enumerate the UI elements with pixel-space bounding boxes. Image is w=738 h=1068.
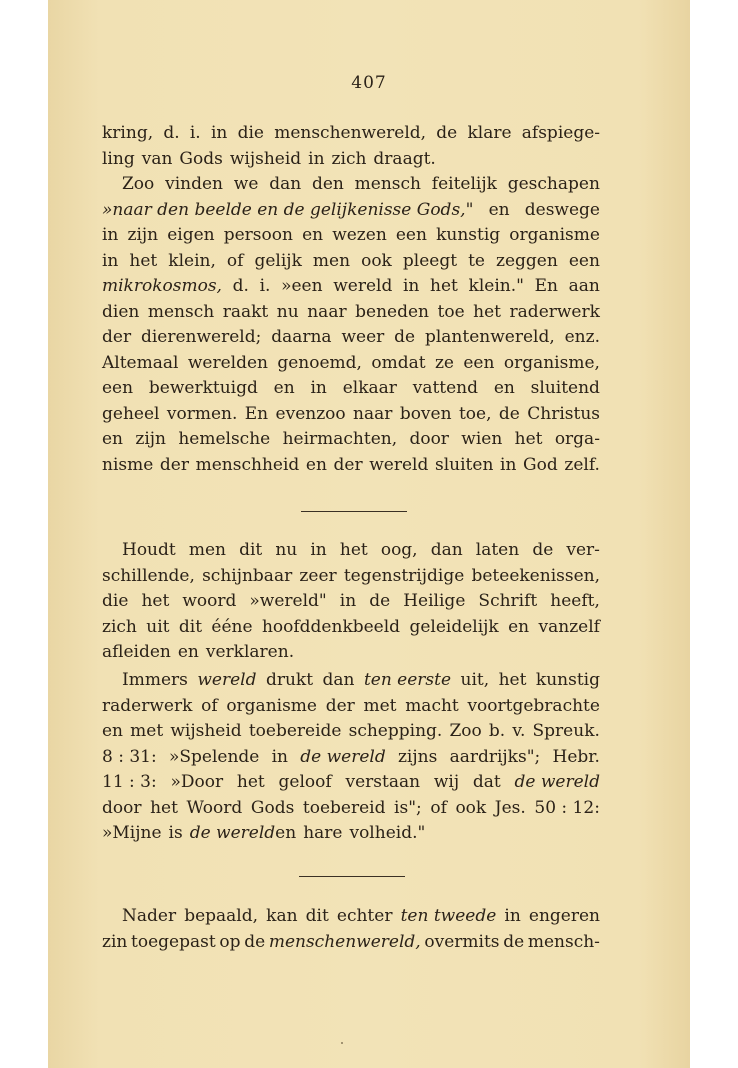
word: toebereide <box>248 721 342 741</box>
word: men <box>188 540 226 560</box>
text-line <box>102 640 600 666</box>
text-line <box>102 615 600 641</box>
word: het <box>430 276 458 296</box>
word: Gods <box>179 148 223 169</box>
word: raakt <box>222 301 269 322</box>
word: wij <box>433 772 460 792</box>
word: vattend <box>412 378 479 398</box>
page-number: 407 <box>351 73 387 93</box>
word: heeft, <box>550 591 600 611</box>
word: men <box>312 250 351 271</box>
word: raderwerk <box>509 301 600 322</box>
word: raderwerk <box>102 695 193 716</box>
word: zich <box>102 616 137 637</box>
word: is"; <box>394 797 422 818</box>
text-line <box>102 719 600 745</box>
word: ééne <box>211 616 253 637</box>
word: en <box>275 823 297 843</box>
text-line <box>102 589 600 615</box>
word: schillende, <box>102 565 195 586</box>
word: Houdt <box>122 540 176 560</box>
word: En <box>244 403 269 424</box>
text-line <box>102 796 600 822</box>
word: pleegt <box>402 250 458 271</box>
word: naar <box>307 301 347 322</box>
word: ook <box>361 250 392 271</box>
word: menschheid <box>195 454 300 475</box>
word: het <box>498 670 527 690</box>
word: beneden <box>355 301 429 322</box>
word: Jes. <box>494 797 526 818</box>
paragraph-4 <box>102 668 600 847</box>
word: dit <box>239 540 263 560</box>
word: klein." <box>468 276 524 296</box>
word: wijsheid <box>170 721 242 741</box>
word: uit <box>146 616 170 637</box>
text-line <box>102 121 600 147</box>
word: de <box>498 403 520 424</box>
word: deswege <box>524 199 600 220</box>
word: i. <box>259 276 271 296</box>
word: en <box>302 225 324 245</box>
word: 8 : 31: <box>102 746 157 767</box>
word: een <box>395 225 427 245</box>
word: wezen <box>332 225 387 245</box>
word: Zoo <box>122 174 155 194</box>
word: i. <box>189 123 201 143</box>
word: op <box>219 931 241 952</box>
word: schepping. <box>348 721 443 741</box>
word: volheid." <box>349 823 426 843</box>
word: aardrijks"; <box>449 746 541 767</box>
word: klein, <box>168 250 216 271</box>
word: van <box>141 148 173 169</box>
word: sluitend <box>530 378 600 398</box>
word: dit <box>178 616 203 637</box>
word: b. <box>488 721 506 741</box>
word: Woord <box>186 797 243 818</box>
word: of <box>201 695 218 716</box>
word: kan <box>266 906 298 926</box>
word: Schrift <box>478 591 538 611</box>
word: eigen <box>167 225 215 245</box>
word: geheel <box>102 403 160 424</box>
word: in <box>504 906 521 926</box>
word: plantenwereld, <box>424 327 555 347</box>
paragraph-3 <box>102 538 600 666</box>
word: geschapen <box>507 174 600 194</box>
word: Heilige <box>403 591 466 611</box>
word: werelden <box>187 352 268 373</box>
word: en <box>102 429 124 449</box>
word: hoofddenkbeeld <box>261 616 401 637</box>
word: en <box>177 642 199 662</box>
word: ook <box>455 797 487 818</box>
word: die <box>237 123 264 143</box>
paper-speck <box>341 1042 343 1044</box>
word: toebereid <box>302 797 386 818</box>
word: dierenwereld; <box>140 327 262 347</box>
word: zijn <box>127 225 159 245</box>
text-line <box>102 223 600 249</box>
word: hemelsche <box>178 429 271 449</box>
word: in <box>271 746 288 767</box>
italic-phrase: de wereld <box>300 746 386 767</box>
text-line <box>102 904 600 930</box>
word: woord <box>182 591 237 611</box>
word: heirmachten, <box>282 429 398 449</box>
word: »Spelende <box>168 746 260 767</box>
word: mensch- <box>527 931 600 952</box>
word: nu <box>275 540 298 560</box>
word: vinden <box>165 174 223 194</box>
italic-word: mikrokosmos, <box>102 276 222 296</box>
word: geloof <box>278 772 332 792</box>
word: zeggen <box>496 250 558 271</box>
word: het <box>150 797 178 818</box>
text-line <box>102 538 600 564</box>
word: het <box>141 591 170 611</box>
word: het <box>473 301 502 322</box>
word: dit <box>305 906 329 926</box>
word: in <box>308 148 325 169</box>
word: »Door <box>170 772 224 792</box>
word: sluiten <box>435 454 494 475</box>
word: zijns <box>397 746 438 767</box>
text-line <box>102 274 600 300</box>
word: v. <box>512 721 526 741</box>
italic-phrase: ten tweede <box>400 906 497 926</box>
word: »Mijne <box>102 823 162 843</box>
word: God <box>523 454 558 475</box>
text-line <box>102 249 600 275</box>
word: dan <box>322 670 355 690</box>
word: dien <box>102 301 140 322</box>
text-line <box>102 172 600 198</box>
text-line <box>102 821 600 847</box>
word: dan <box>430 540 463 560</box>
word: door <box>409 429 449 449</box>
word: menschenwereld, <box>274 123 427 143</box>
word: de <box>436 123 458 143</box>
word: macht <box>405 695 459 716</box>
text-line <box>102 770 600 796</box>
word: geleidelijk <box>409 616 499 637</box>
word: de <box>532 540 554 560</box>
word: evenzoo <box>275 403 346 424</box>
text-line <box>102 198 600 224</box>
word: toe, <box>458 403 492 424</box>
word: de <box>369 591 391 611</box>
word: hare <box>303 823 343 843</box>
paragraph-1 <box>102 121 600 172</box>
word: bewerktuigd <box>148 378 258 398</box>
word: in <box>403 276 420 296</box>
word: zich <box>331 148 367 169</box>
word: der <box>333 454 363 475</box>
italic-phrase: »naar den beelde en de gelijkenisse Gods," <box>102 199 474 220</box>
italic-phrase: de wereld <box>189 823 276 843</box>
word: toe <box>437 301 465 322</box>
text-line <box>102 564 600 590</box>
word: in <box>310 378 327 398</box>
word: gelijk <box>254 250 302 271</box>
text-line <box>102 453 600 479</box>
word: en <box>102 721 124 741</box>
word: de <box>394 327 416 347</box>
word: d. <box>163 123 180 143</box>
word: wereld <box>333 276 393 296</box>
italic-phrase: ten eerste <box>363 670 452 690</box>
paragraph-5 <box>102 904 600 955</box>
section-divider <box>301 511 407 512</box>
word: in <box>102 225 119 245</box>
text-line <box>102 668 600 694</box>
word: draagt. <box>373 148 436 169</box>
word: organisme, <box>503 352 600 373</box>
word: »een <box>281 276 323 296</box>
word: 50 : 12: <box>534 797 600 818</box>
word: feitelijk <box>431 174 497 194</box>
word: of <box>226 250 244 271</box>
word: ze <box>434 352 454 373</box>
word: daarna <box>271 327 332 347</box>
word: echter <box>336 906 393 926</box>
word: te <box>468 250 485 271</box>
word: wien <box>461 429 503 449</box>
word: overmits <box>424 931 500 952</box>
word: die <box>102 591 129 611</box>
word: we <box>233 174 259 194</box>
word: kunstig <box>436 225 501 245</box>
text-line <box>102 300 600 326</box>
word: boven <box>399 403 452 424</box>
word: in <box>310 540 327 560</box>
word: vanzelf <box>538 616 600 637</box>
text-line <box>102 325 600 351</box>
word: tegenstrijdige <box>343 565 465 586</box>
word: d. <box>232 276 249 296</box>
word: dat <box>472 772 501 792</box>
word: zeer <box>299 565 337 586</box>
word: den <box>311 174 344 194</box>
word: dan <box>269 174 302 194</box>
word: mensch <box>147 301 215 322</box>
word: een <box>568 250 600 271</box>
word: der <box>325 695 355 716</box>
word: wereld <box>369 454 429 475</box>
word: mensch <box>354 174 421 194</box>
word: en <box>488 199 510 220</box>
word: of <box>430 797 447 818</box>
section-divider <box>299 876 405 877</box>
word: ling <box>102 148 135 169</box>
word: schijnbaar <box>202 565 293 586</box>
word: persoon <box>223 225 293 245</box>
word: enz. <box>564 327 600 347</box>
word: Nader <box>122 906 177 926</box>
book-page <box>48 0 690 1068</box>
word: en <box>273 378 295 398</box>
word: Hebr. <box>552 746 600 767</box>
word: beteekenissen, <box>471 565 600 586</box>
word: de <box>244 931 266 952</box>
word: organisme <box>226 695 317 716</box>
word: wijsheid <box>229 148 302 169</box>
word: een <box>463 352 495 373</box>
word: Christus <box>527 403 600 424</box>
word: laten <box>475 540 520 560</box>
word: drukt <box>265 670 314 690</box>
word: het <box>236 772 265 792</box>
text-line <box>102 376 600 402</box>
word: weer <box>341 327 385 347</box>
word: klare <box>467 123 512 143</box>
text-line <box>102 402 600 428</box>
word: met <box>363 695 397 716</box>
word: Spreuk. <box>532 721 600 741</box>
text-line <box>102 694 600 720</box>
word: nu <box>276 301 299 322</box>
word: een <box>102 378 134 398</box>
word: in <box>210 123 228 143</box>
word: nisme <box>102 454 154 475</box>
word: afspiege- <box>521 123 600 143</box>
paragraph-2 <box>102 172 600 478</box>
word: engeren <box>528 906 600 926</box>
word: elkaar <box>342 378 397 398</box>
word: door <box>102 797 142 818</box>
word: en <box>305 454 327 475</box>
word: kring, <box>102 123 154 143</box>
word: der <box>102 327 132 347</box>
word: bepaald, <box>184 906 259 926</box>
word: het <box>339 540 368 560</box>
word: vormen. <box>166 403 238 424</box>
word: En <box>534 276 558 296</box>
word: zijn <box>135 429 166 449</box>
word: organisme <box>509 225 600 245</box>
italic-word: menschenwereld, <box>268 931 421 952</box>
word: toegepast <box>131 931 216 952</box>
word: ver- <box>566 540 600 560</box>
word: oog, <box>380 540 418 560</box>
word: verklaren. <box>205 642 295 662</box>
word: en <box>508 616 530 637</box>
text-line <box>102 930 600 956</box>
word: in <box>500 454 517 475</box>
text-line <box>102 147 600 173</box>
word: aan <box>568 276 600 296</box>
italic-word: wereld <box>197 670 257 690</box>
text-line <box>102 427 600 453</box>
word: Immers <box>122 670 188 690</box>
word: verstaan <box>345 772 421 792</box>
text-line <box>102 745 600 771</box>
word: in <box>339 591 357 611</box>
word: 11 : 3: <box>102 772 157 792</box>
word: het <box>514 429 543 449</box>
word: naar <box>353 403 393 424</box>
word: voortgebrachte <box>467 695 600 716</box>
word: Zoo <box>449 721 482 741</box>
word: het <box>129 250 158 271</box>
word: zin <box>102 931 128 952</box>
word: de <box>503 931 525 952</box>
word: orga- <box>554 429 600 449</box>
text-line <box>102 351 600 377</box>
word: in <box>102 250 119 271</box>
word: Altemaal <box>102 352 179 373</box>
word: afleiden <box>102 642 171 662</box>
word: met <box>130 721 164 741</box>
word: »wereld" <box>249 591 327 611</box>
word: der <box>159 454 189 475</box>
italic-phrase: de wereld <box>514 772 600 792</box>
word: omdat <box>371 352 426 373</box>
word: Gods <box>250 797 295 818</box>
word: kunstig <box>535 670 600 690</box>
word: is <box>168 823 183 843</box>
word: genoemd, <box>277 352 362 373</box>
word: uit, <box>460 670 490 690</box>
word: en <box>493 378 515 398</box>
word: zelf. <box>564 454 600 475</box>
